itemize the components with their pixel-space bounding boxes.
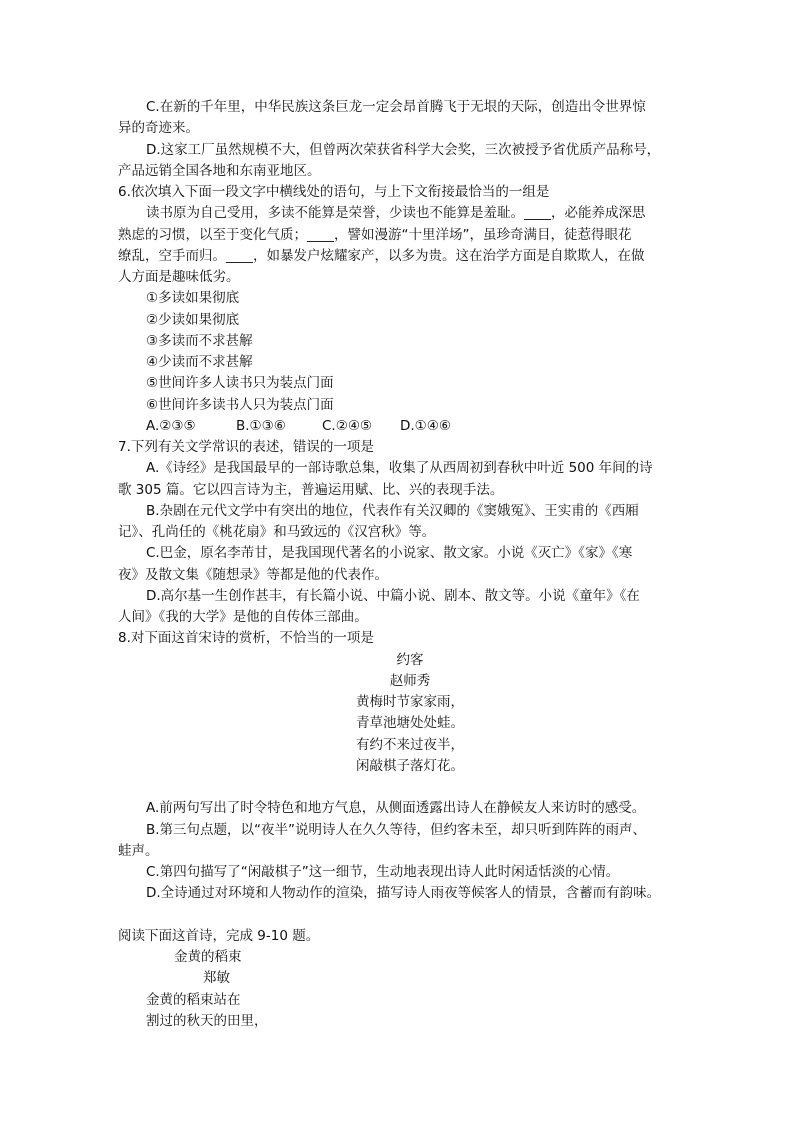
reading-poem-author: 郑敏 [203, 970, 230, 986]
q7-stem: 7.下列有关文学常识的表述，错误的一项是 [118, 439, 374, 455]
q6-item-5: ⑤世间许多人读书只为装点门面 [146, 375, 334, 391]
q6-stem: 6.依次填入下面一段文字中横线处的语句，与上下文衔接最恰当的一组是 [118, 184, 550, 200]
q7-option-d-line2: 人间》《我的大学》是他的自传体三部曲。 [118, 609, 368, 625]
q7-option-b-line2: 记》、孔尚任的《桃花扇》和马致远的《汉宫秋》等。 [118, 524, 436, 540]
q7-option-a-line2: 歌 305 篇。它以四言诗为主，普遍运用赋、比、兴的表现手法。 [118, 482, 504, 498]
q6-option-c: C.②④⑤ [322, 418, 373, 434]
q6-item-1: ①多读如果彻底 [146, 290, 240, 306]
q5-option-c-line2: 异的奇迹来。 [118, 120, 199, 136]
q6-passage-line2: 熟虑的习惯，以至于变化气质；____，譬如漫游“十里洋场”，虽珍奇满目，徒惹得眼花 [118, 227, 632, 243]
reading-poem-line-2: 割过的秋天的田里， [146, 1013, 268, 1029]
q6-passage-line4: 人方面是趣味低劣。 [118, 269, 240, 285]
poem-line-4: 闲敲棋子落灯花。 [356, 758, 464, 774]
q7-option-d-line1: D.高尔基一生创作甚丰，有长篇小说、中篇小说、剧本、散文等。小说《童年》《在 [146, 588, 640, 604]
q6-option-b: B.①③⑥ [236, 418, 286, 434]
q5-option-d-line1: D.这家工厂虽然规模不大，但曾两次荣获省科学大会奖，三次被授予省优质产品称号， [146, 142, 661, 158]
q6-item-4: ④少读而不求甚解 [146, 354, 253, 370]
q6-item-6: ⑥世间许多读书人只为装点门面 [146, 397, 334, 413]
q8-stem: 8.对下面这首宋诗的赏析，不恰当的一项是 [118, 630, 374, 646]
q7-option-c-line1: C.巴金，原名李芾甘，是我国现代著名的小说家、散文家。小说《灭亡》《家》《寒 [146, 545, 633, 561]
q6-item-2: ②少读如果彻底 [146, 312, 240, 328]
q8-option-c: C.第四句描写了“闲敲棋子”这一细节，生动地表现出诗人此时闲适恬淡的心情。 [146, 864, 620, 880]
q5-option-c-line1: C.在新的千年里，中华民族这条巨龙一定会昂首腾飞于无垠的天际，创造出令世界惊 [146, 99, 646, 115]
q6-option-d: D.①④⑥ [400, 418, 451, 434]
q6-option-a: A.②③⑤ [146, 418, 196, 434]
q5-option-d-line2: 产品远销全国各地和东南亚地区。 [118, 163, 321, 179]
q7-option-b-line1: B.杂剧在元代文学中有突出的地位，代表作有关汉卿的《窦娥冤》、王实甫的《西厢 [146, 503, 639, 519]
reading-poem-title: 金黄的稻束 [174, 949, 242, 965]
poem-title: 约客 [396, 652, 424, 668]
q7-option-a-line1: A.《诗经》是我国最早的一部诗歌总集，收集了从西周初到春秋中叶近 500 年间的诗 [146, 460, 653, 476]
reading-poem-line-1: 金黄的稻束站在 [146, 992, 241, 1008]
q6-item-3: ③多读而不求甚解 [146, 333, 253, 349]
poem-line-2: 青草池塘处处蛙。 [356, 715, 464, 731]
q8-option-d: D.全诗通过对环境和人物动作的渲染，描写诗人雨夜等候客人的情景，含蓄而有韵味。 [146, 885, 661, 901]
q6-passage-line3: 缭乱，空手而归。____，如暴发户炫耀家产，以多为贵。这在治学方面是自欺欺人，在做 [118, 248, 645, 264]
q7-option-c-line2: 夜》及散文集《随想录》等都是他的代表作。 [118, 567, 388, 583]
poem-author: 赵师秀 [389, 673, 431, 689]
poem-line-3: 有约不来过夜半， [356, 737, 464, 753]
q8-option-b-line1: B.第三句点题，以“夜半”说明诗人在久久等待，但约客未至，却只听到阵阵的雨声、 [146, 822, 647, 838]
q6-passage-line1: 读书原为自己受用，多读不能算是荣誉，少读也不能算是羞耻。____，必能养成深思 [146, 205, 646, 221]
reading-intro: 阅读下面这首诗，完成 9-10 题。 [118, 928, 320, 944]
q8-option-a: A.前两句写出了时令特色和地方气息，从侧面透露出诗人在静候友人来访时的感受。 [146, 800, 646, 816]
poem-line-1: 黄梅时节家家雨， [356, 694, 464, 710]
q8-option-b-line2: 蛙声。 [118, 843, 159, 859]
